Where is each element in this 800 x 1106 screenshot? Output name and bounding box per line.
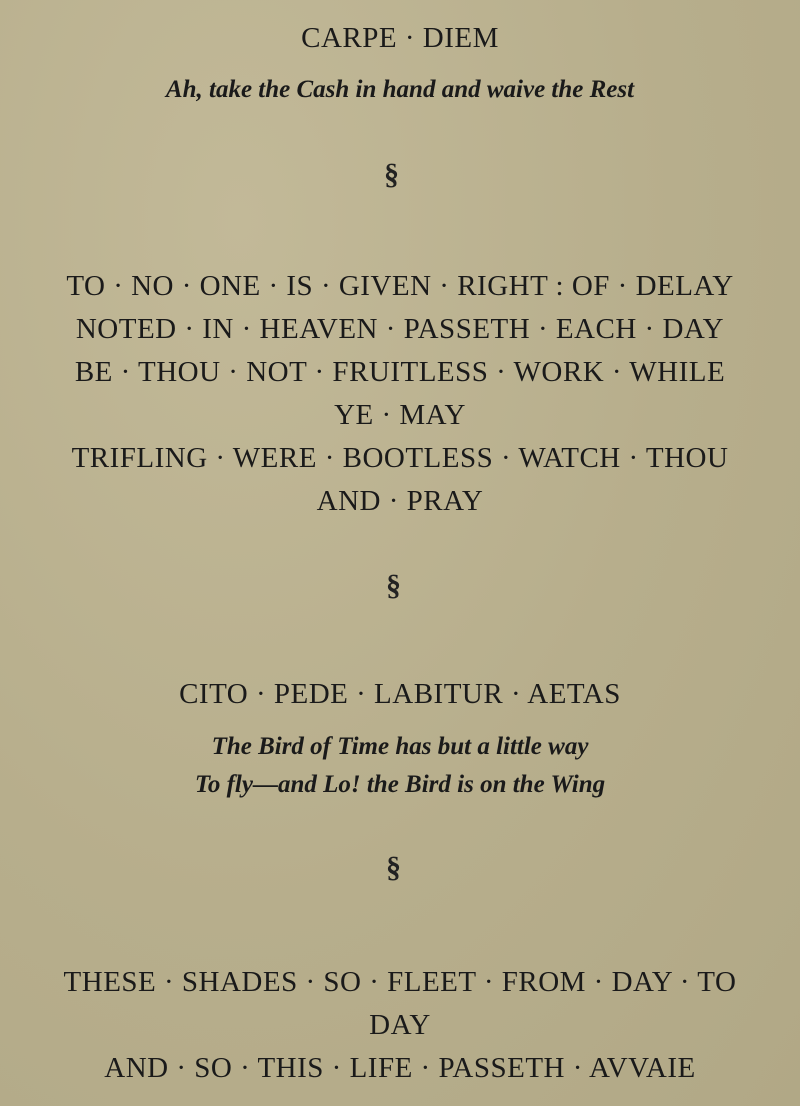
- verse-line: AND · SO · THIS · LIFE · PASSETH · AVVAIE: [104, 1052, 696, 1084]
- ornament-icon: §: [384, 158, 399, 191]
- verse-line: NOTED · IN · HEAVEN · PASSETH · EACH · DAY: [75, 313, 725, 345]
- ornament-icon: §: [386, 569, 401, 602]
- verse-line: DAY: [369, 1009, 431, 1041]
- verse-line: YE · MAY: [334, 399, 466, 431]
- verse-line: BE · THOU · NOT · FRUITLESS · WORK · WHILE: [74, 356, 726, 388]
- verse-line: TO · NO · ONE · IS · GIVEN · RIGHT : OF · DELAY: [66, 270, 734, 302]
- section-subtitle: Ah, take the Cash in hand and waive the Rest: [165, 76, 635, 103]
- verse-line: THESE · SHADES · SO · FLEET · FROM · DAY · TO: [63, 966, 737, 998]
- verse-line: TRIFLING · WERE · BOOTLESS · WATCH · THOU: [71, 442, 729, 474]
- section-heading-carpe-diem: CARPE · DIEM: [301, 22, 499, 54]
- section-heading-cito-pede: CITO · PEDE · LABITUR · AETAS: [179, 678, 621, 710]
- quote-line: The Bird of Time has but a little way: [211, 733, 589, 760]
- verse-line: AND · PRAY: [316, 485, 484, 517]
- quote-line: To fly—and Lo! the Bird is on the Wing: [194, 771, 606, 798]
- ornament-icon: §: [386, 851, 401, 884]
